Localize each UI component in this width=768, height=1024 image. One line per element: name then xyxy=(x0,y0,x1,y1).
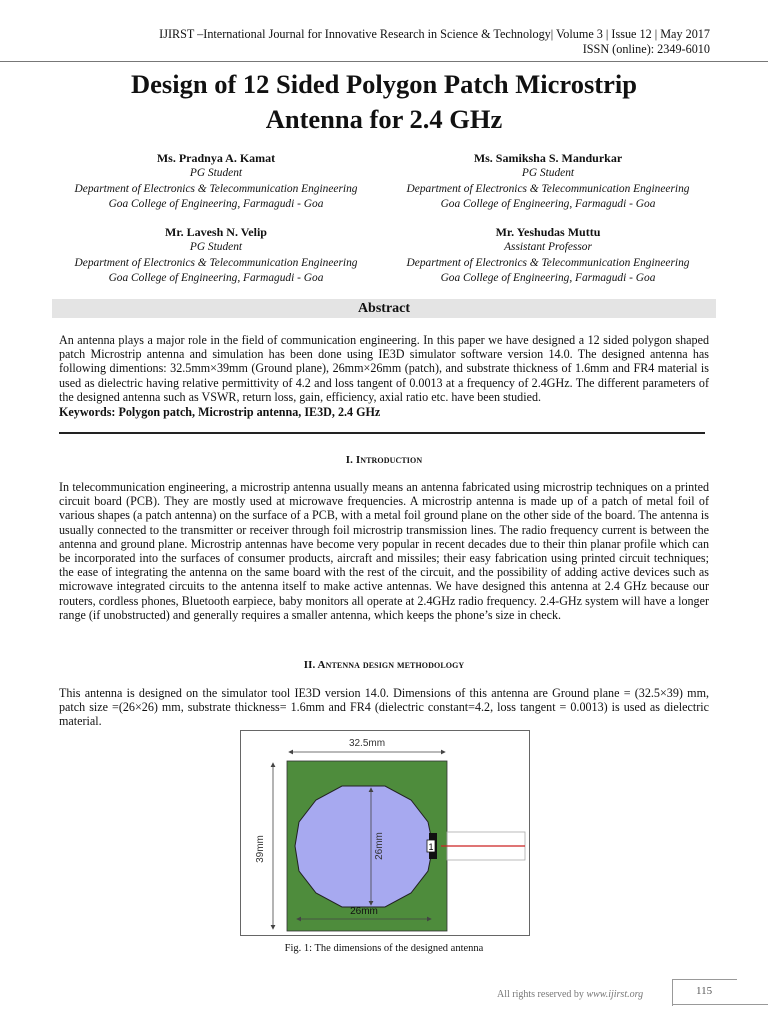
section-heading-introduction: I. Introduction xyxy=(345,454,423,466)
author-institution: Goa College of Engineering, Farmagudi - Goa xyxy=(108,197,324,210)
author-institution: Goa College of Engineering, Farmagudi - Goa xyxy=(440,197,656,210)
dim-ground-width-label: 32.5mm xyxy=(348,738,386,749)
keywords: Keywords: Polygon patch, Microstrip antenna, IE3D, 2.4 GHz xyxy=(59,405,381,419)
antenna-figure xyxy=(240,730,530,936)
author-role: PG Student xyxy=(521,167,575,180)
journal-info: IJIRST –International Journal for Innovative Research in Science & Technology| Volume 3 | Issue 12 | May 2017 xyxy=(159,27,710,41)
author-institution: Goa College of Engineering, Farmagudi - Goa xyxy=(440,271,656,284)
author-department: Department of Electronics & Telecommunication Engineering xyxy=(406,182,690,195)
footer-rights xyxy=(497,989,643,1000)
author-name: Ms. Samiksha S. Mandurkar xyxy=(473,151,623,165)
issn: ISSN (online): 2349-6010 xyxy=(582,42,710,56)
author-institution: Goa College of Engineering, Farmagudi - Goa xyxy=(108,271,324,284)
rights-text: All rights reserved by xyxy=(497,989,587,1000)
title-line-1: Design of 12 Sided Polygon Patch Microstrip xyxy=(131,69,637,99)
section-divider xyxy=(59,432,705,434)
author-block xyxy=(46,151,386,212)
author-role: Assistant Professor xyxy=(504,241,592,254)
introduction-text: In telecommunication engineering, a microstrip antenna usually means an antenna fabricated using microstrip techniques on a printed circuit board (PCB). They are mostly used at microwave frequencies. A microstrip antenna is made up of a patch of metal foil of various shapes (a patch antenna) on the surface of a PCB, with a metal foil ground plane on the other side of the board. The antenna is usually connected to the transmitter or receiver through foil microstrip transmission lines. The radio frequency current is between the antenna and ground plane. Microstrip antennas have become very popular in recent decades due to their thin planar profile which can be incorporated into the surfaces of consumer products, aircraft and missiles; their easy fabrication using printed circuit techniques; the ease of integrating the antenna on the same board with the rest of the circuit, and the possibility of adding active devices such as microwave integrated circuits to the antenna itself to make active antennas. We have designed this antenna at 2.4 GHz because our routers, cordless phones, Bluetooth earpiece, baby monitors all operate at 2.4GHz radio frequency. 2.4-GHz system will have a longer range (if unobstructed) and generally requires a smaller antenna, which keeps the phone’s size in check. xyxy=(59,480,709,622)
author-department: Department of Electronics & Telecommunication Engineering xyxy=(406,256,690,269)
author-role: PG Student xyxy=(189,167,243,180)
title-line-2: Antenna for 2.4 GHz xyxy=(265,104,503,134)
author-block xyxy=(378,151,718,212)
author-block xyxy=(46,225,386,286)
site-link[interactable]: www.ijirst.org xyxy=(586,989,644,1000)
author-name: Ms. Pradnya A. Kamat xyxy=(156,151,276,165)
port-label: 1 xyxy=(428,842,434,852)
paper-title xyxy=(40,67,728,137)
dim-patch-width-label: 26mm xyxy=(350,906,378,917)
journal-header xyxy=(159,27,710,57)
section-heading-methodology: II. Antenna design methodology xyxy=(303,659,465,671)
figure-caption: Fig. 1: The dimensions of the designed antenna xyxy=(284,943,484,954)
antenna-diagram xyxy=(241,731,529,935)
header-rule xyxy=(0,61,768,62)
footer-rule xyxy=(672,1004,768,1005)
page-number: 115 xyxy=(696,985,713,997)
author-name: Mr. Lavesh N. Velip xyxy=(165,225,267,239)
polygon-patch xyxy=(295,786,433,907)
author-department: Department of Electronics & Telecommunication Engineering xyxy=(74,256,358,269)
author-role: PG Student xyxy=(189,241,243,254)
dim-ground-height-label: 39mm xyxy=(255,835,266,863)
abstract-heading: Abstract xyxy=(52,299,716,318)
methodology-text: This antenna is designed on the simulator tool IE3D version 14.0. Dimensions of this antenna are Ground plane = (32.5×39) mm, patch size =(26×26) mm, substrate thickness= 1.6mm and FR4 (dielectric constant=4.2, loss tangent = 0.0013) is used as dielectric material. xyxy=(59,686,709,729)
author-department: Department of Electronics & Telecommunication Engineering xyxy=(74,182,358,195)
abstract-text: An antenna plays a major role in the field of communication engineering. In this paper we have designed a 12 sided polygon shaped patch Microstrip antenna and simulation has been done using IE3D simulator software version 14.0. The designed antenna has following dimentions: 32.5mm×39mm (Ground plane), 26mm×26mm (patch), and substrate thickness of 1.6mm and FR4 material is used as dielectric having relative permittivity of 4.2 and loss tangent of 0.0013 at a frequency of 2.4GHz. The different parameters of the designed antenna such as VSWR, return loss, gain, efficiency, axial ratio etc. have been studied. xyxy=(59,333,709,404)
author-block xyxy=(378,225,718,286)
author-name: Mr. Yeshudas Muttu xyxy=(495,225,601,239)
dim-patch-height-label: 26mm xyxy=(374,832,385,860)
